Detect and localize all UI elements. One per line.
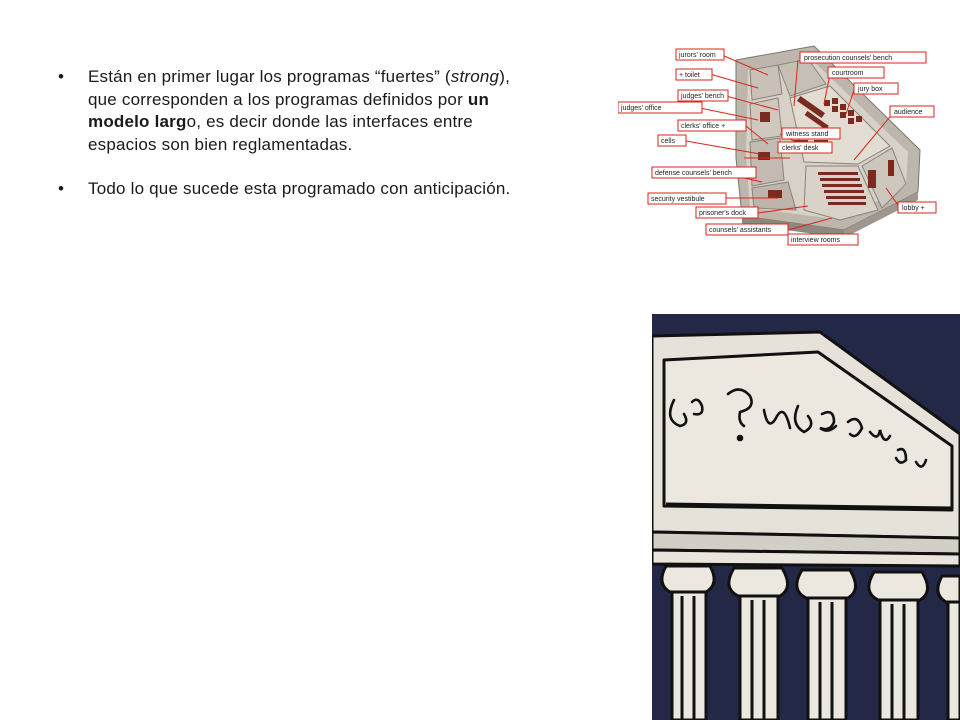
label-jurors-room: jurors' room [679,52,716,59]
label-toilet: + toilet [679,72,700,79]
temple-illustration [652,314,960,720]
label-judges-office: judges' office [621,105,662,112]
bullet-text-part: o, es decir donde las interfaces entre espacios son bien reglamentadas. [88,112,473,154]
label-witness-stand: witness stand [786,131,829,138]
label-cells: cells [661,138,676,145]
label-clerks-office: clerks' office + [681,123,726,130]
bullet-text-part: ), que corresponden a los programas definidos por [88,67,511,109]
label-courtroom: courtroom [832,70,864,77]
label-jury-box: jury box [858,86,883,93]
label-judges-bench: judges' bench [681,93,724,100]
bullet-list [58,66,528,201]
label-prosecution-bench: prosecution counsels' bench [804,55,893,62]
label-interview-rooms: interview rooms [791,237,841,244]
courtroom-floorplan-image [618,40,938,246]
label-clerks-desk: clerks' desk [782,145,819,152]
bullet-dot: • [58,67,65,86]
label-lobby: lobby + [902,205,925,212]
bullet-item-strong-programs [58,66,528,156]
bullet-dot: • [58,179,65,198]
bullet-text-part: Están en primer lugar los programas “fuertes” ( [88,67,451,86]
temple-columns [662,566,960,720]
label-defense-bench: defense counsels' bench [655,170,732,177]
label-security-vestibule: security vestibule [651,196,705,203]
label-audience: audience [894,109,923,116]
bullet-text-bold: un modelo larg [88,89,490,131]
label-prisoners-dock: prisoner's dock [699,210,746,217]
label-counsels-assistants: counsels' assistants [709,227,772,234]
bullet-text: Todo lo que sucede esta programado con anticipación. [88,179,511,198]
bullet-item-programmed [58,178,528,201]
bullet-text-italic: strong [450,67,500,86]
